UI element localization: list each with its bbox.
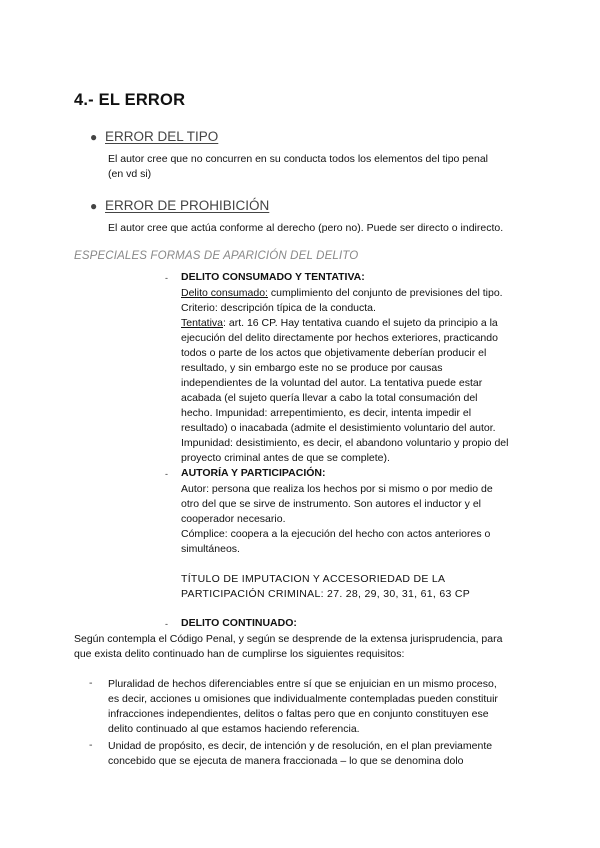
text-line: Cómplice: coopera a la ejecución del hecho con actos anteriores o [181,528,491,540]
text-line: hecho. Impunidad: arrepentimiento, es decir, intenta impedir el [181,407,472,419]
bullet-icon: ● [90,130,98,144]
text-line: simultáneos. [181,543,240,555]
consumado-def-text: cumplimiento del conjunto de previsiones del tipo. [267,287,503,299]
text-line: resultado, y sin embargo este no se produce por causas [181,362,443,374]
text-line: es decir, acciones u omisiones que individualmente contempladas pueden constituir [108,693,498,705]
autoria-body [181,482,493,557]
text-line: (en vd si) [108,168,152,180]
dash-marker: - [165,469,168,479]
text-line: El autor cree que actúa conforme al derecho (pero no). Puede ser directo o indirecto. [108,222,504,234]
text-line: infracciones independientes, delitos o faltas pero que en conjunto constituyen ese [108,708,489,720]
consumado-def-label: Delito consumado: [181,287,268,299]
text-line: Autor: persona que realiza los hechos por si mismo o por medio de [181,483,493,495]
text-line: Según contempla el Código Penal, y según se desprende de la extensa jurisprudencia, para [74,633,503,645]
text-line: acabada (el sujeto quería llevar a cabo la total consumación del [181,392,478,404]
section-title: 4.- EL ERROR [74,91,186,109]
bullet-icon: ● [90,199,98,213]
text-line: Pluralidad de hechos diferenciables entre sí que se enjuician en un mismo proceso, [108,678,497,690]
dash-marker: - [89,739,93,751]
text-line: todos o parte de los actos que objetivamente deberían producir el [181,347,487,359]
text-line: Impunidad: desistimiento, es decir, el abandono voluntario y propio del [181,437,509,449]
error-tipo-label: ERROR DEL TIPO [105,129,219,144]
error-tipo-heading [90,129,218,144]
requisito-item [108,677,498,737]
error-prohibicion-label: ERROR DE PROHIBICIÓN [105,198,270,213]
text-line: cooperador necesario. [181,513,286,525]
titulo-imputacion [181,572,470,602]
text-line: independientes de la voluntad del autor. La tentativa puede estar [181,377,483,389]
text-line: ejecución del delito directamente por hechos exteriores, practicando [181,332,498,344]
text-line: delito continuado al que estamos haciendo referencia. [108,723,360,735]
dash-marker: - [165,273,168,283]
text-line: resultado) o inacabada (admite el desistimiento voluntario del autor. [181,422,496,434]
text-line [181,286,508,301]
text-line: PARTICIPACIÓN CRIMINAL: 27. 28, 29, 30, 31, 61, 63 CP [181,588,471,600]
text-line: proyecto criminal antes de que se complete). [181,452,390,464]
error-tipo-text [108,152,488,182]
tentativa-label: Tentativa [181,317,224,329]
consumado-heading: DELITO CONSUMADO Y TENTATIVA: [181,271,365,283]
text-line: Criterio: descripción típica de la conducta. [181,302,376,314]
text-line [181,316,508,331]
continuado-intro [74,632,502,662]
text-line: TÍTULO DE IMPUTACION Y ACCESORIEDAD DE LA [181,573,446,585]
continuado-heading: DELITO CONTINUADO: [181,617,297,629]
autoria-heading: AUTORÍA Y PARTICIPACIÓN: [181,467,326,479]
text-line: concebido que se ejecuta de manera fraccionada – lo que se denomina dolo [108,755,464,767]
special-forms-title: ESPECIALES FORMAS DE APARICIÓN DEL DELITO [74,250,359,262]
text-line: El autor cree que no concurren en su conducta todos los elementos del tipo penal [108,153,488,165]
text-line: otro del que se sirve de instrumento. Son autores el inductor y el [181,498,481,510]
error-prohibicion-heading [90,198,269,213]
text-line: que exista delito continuado han de cumplirse los siguientes requisitos: [74,648,405,660]
requisito-item [108,739,492,769]
error-prohibicion-text [108,221,503,236]
dash-marker: - [165,619,168,629]
tentativa-text: : art. 16 CP. Hay tentativa cuando el sujeto da principio a la [223,317,498,329]
consumado-body [181,286,508,466]
text-line: Unidad de propósito, es decir, de intención y de resolución, en el plan previamente [108,740,493,752]
dash-marker: - [89,677,93,689]
